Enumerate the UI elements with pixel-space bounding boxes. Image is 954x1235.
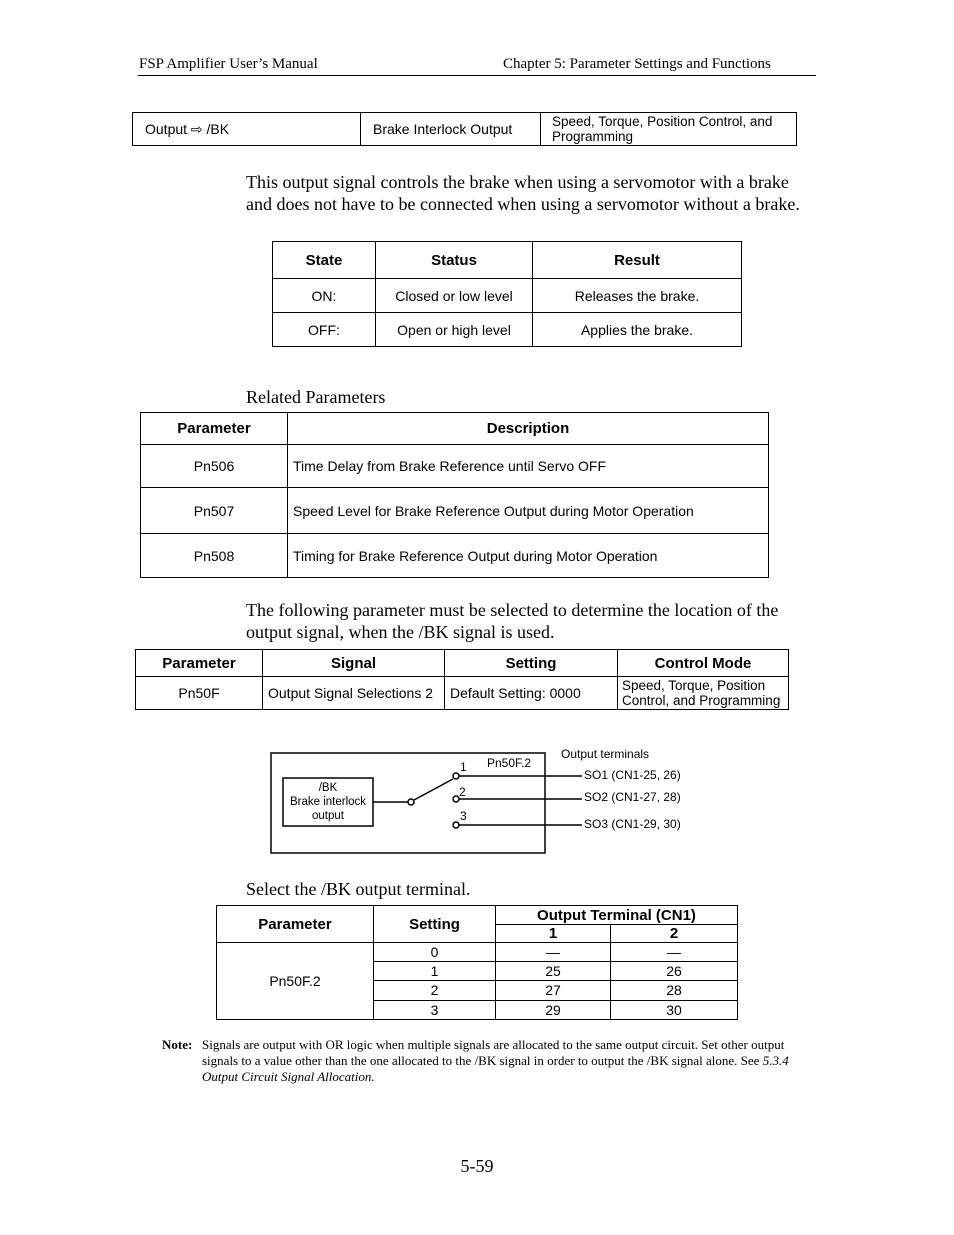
signal-description-cell: Brake Interlock Output (361, 113, 541, 146)
table-row (217, 943, 738, 962)
location-paragraph: The following parameter must be selected to determine the location of the output signal, when the /BK signal is used. (246, 600, 779, 642)
terminal-so3-label: SO3 (CN1-29, 30) (584, 817, 681, 831)
control-mode-cell: Speed, Torque, Position Control, and Programming (618, 677, 789, 710)
related-parameters-table (140, 412, 769, 578)
column-header: Result (533, 242, 742, 279)
status-cell: Closed or low level (376, 279, 533, 313)
description-cell: Timing for Brake Reference Output during Motor Operation (288, 534, 769, 578)
terminal-so2-label: SO2 (CN1-27, 28) (584, 790, 681, 804)
select-terminal-heading: Select the /BK output terminal. (246, 879, 471, 899)
table-header-row (136, 650, 789, 677)
column-header: Control Mode (618, 650, 789, 677)
terminal-1-cell: — (496, 943, 611, 962)
column-header: Signal (263, 650, 445, 677)
table-row (136, 677, 789, 710)
status-cell: Open or high level (376, 313, 533, 347)
table-header-row (217, 906, 738, 925)
table-row (141, 445, 769, 488)
column-header-parameter: Parameter (217, 906, 374, 943)
column-header-terminal-1: 1 (496, 925, 611, 943)
switch-contact-1 (453, 773, 459, 779)
parameter-cell: Pn50F.2 (217, 943, 374, 1020)
switch-position-3: 3 (460, 809, 467, 823)
terminal-1-cell: 29 (496, 1001, 611, 1020)
parameter-selection-table (135, 649, 789, 710)
page-number: 5-59 (460, 1156, 494, 1176)
switch-contact-3 (453, 822, 459, 828)
column-header: State (273, 242, 376, 279)
description-cell: Time Delay from Brake Reference until Servo OFF (288, 445, 769, 488)
terminal-2-cell: — (611, 943, 738, 962)
brake-box-line-2: Brake interlock (289, 796, 367, 808)
state-table (272, 241, 742, 347)
description-cell: Speed Level for Brake Reference Output during Motor Operation (288, 488, 769, 534)
terminal-1-cell: 27 (496, 981, 611, 1001)
note-label: Note: (162, 1037, 193, 1052)
signal-cell: Output Signal Selections 2 (263, 677, 445, 710)
setting-cell: Default Setting: 0000 (445, 677, 618, 710)
column-header-setting: Setting (374, 906, 496, 943)
column-header-terminal-2: 2 (611, 925, 738, 943)
terminal-so1-label: SO1 (CN1-25, 26) (584, 768, 681, 782)
output-terminals-title: Output terminals (561, 747, 650, 761)
parameter-cell: Pn506 (141, 445, 288, 488)
header-manual-title: FSP Amplifier User’s Manual (139, 56, 318, 72)
column-header: Status (376, 242, 533, 279)
switch-position-2: 2 (459, 785, 466, 799)
table-row (273, 279, 742, 313)
brake-box-line-3: output (312, 810, 344, 822)
table-row (133, 113, 797, 146)
table-row (273, 313, 742, 347)
output-terminal-table (216, 905, 738, 1020)
setting-cell: 1 (374, 962, 496, 981)
column-header: Parameter (136, 650, 263, 677)
state-cell: ON: (273, 279, 376, 313)
result-cell: Applies the brake. (533, 313, 742, 347)
column-header: Setting (445, 650, 618, 677)
column-header: Description (288, 413, 769, 445)
result-cell: Releases the brake. (533, 279, 742, 313)
state-cell: OFF: (273, 313, 376, 347)
switch-position-1: 1 (460, 760, 467, 774)
header-rule (138, 75, 816, 76)
column-header: Parameter (141, 413, 288, 445)
setting-cell: 0 (374, 943, 496, 962)
brake-box-line-1: /BK (318, 782, 338, 794)
terminal-1-cell: 25 (496, 962, 611, 981)
related-parameters-heading: Related Parameters (246, 387, 386, 407)
note-body: Signals are output with OR logic when multiple signals are allocated to the same output circuit. Set other output signals to a value other than the one allocated to the /BK signal in order to output the /BK signal alone. See (202, 1037, 785, 1068)
signal-table (132, 112, 797, 146)
note-text (202, 1037, 798, 1085)
terminal-2-cell: 30 (611, 1001, 738, 1020)
switch-common-contact (408, 799, 414, 805)
column-header-output-terminal: Output Terminal (CN1) (496, 906, 738, 925)
table-header-row (273, 242, 742, 279)
diagram-param-label: Pn50F.2 (487, 756, 532, 770)
parameter-cell: Pn50F (136, 677, 263, 710)
terminal-2-cell: 26 (611, 962, 738, 981)
switch-arm (414, 779, 453, 800)
signal-name-cell: Output ⇨ /BK (133, 113, 361, 146)
signal-mode-cell: Speed, Torque, Position Control, and Programming (541, 113, 797, 146)
table-header-row (141, 413, 769, 445)
setting-cell: 3 (374, 1001, 496, 1020)
terminal-2-cell: 28 (611, 981, 738, 1001)
header-chapter-title: Chapter 5: Parameter Settings and Functions (503, 56, 771, 72)
intro-paragraph: This output signal controls the brake when using a servomotor with a brake and does not have to be connected when using a servomotor without a brake. (246, 172, 800, 214)
output-selection-diagram (270, 745, 730, 855)
note-reference: 5.3.4 Output Circuit Signal Allocation. (202, 1053, 789, 1084)
table-row (141, 488, 769, 534)
parameter-cell: Pn507 (141, 488, 288, 534)
setting-cell: 2 (374, 981, 496, 1001)
parameter-cell: Pn508 (141, 534, 288, 578)
table-row (141, 534, 769, 578)
